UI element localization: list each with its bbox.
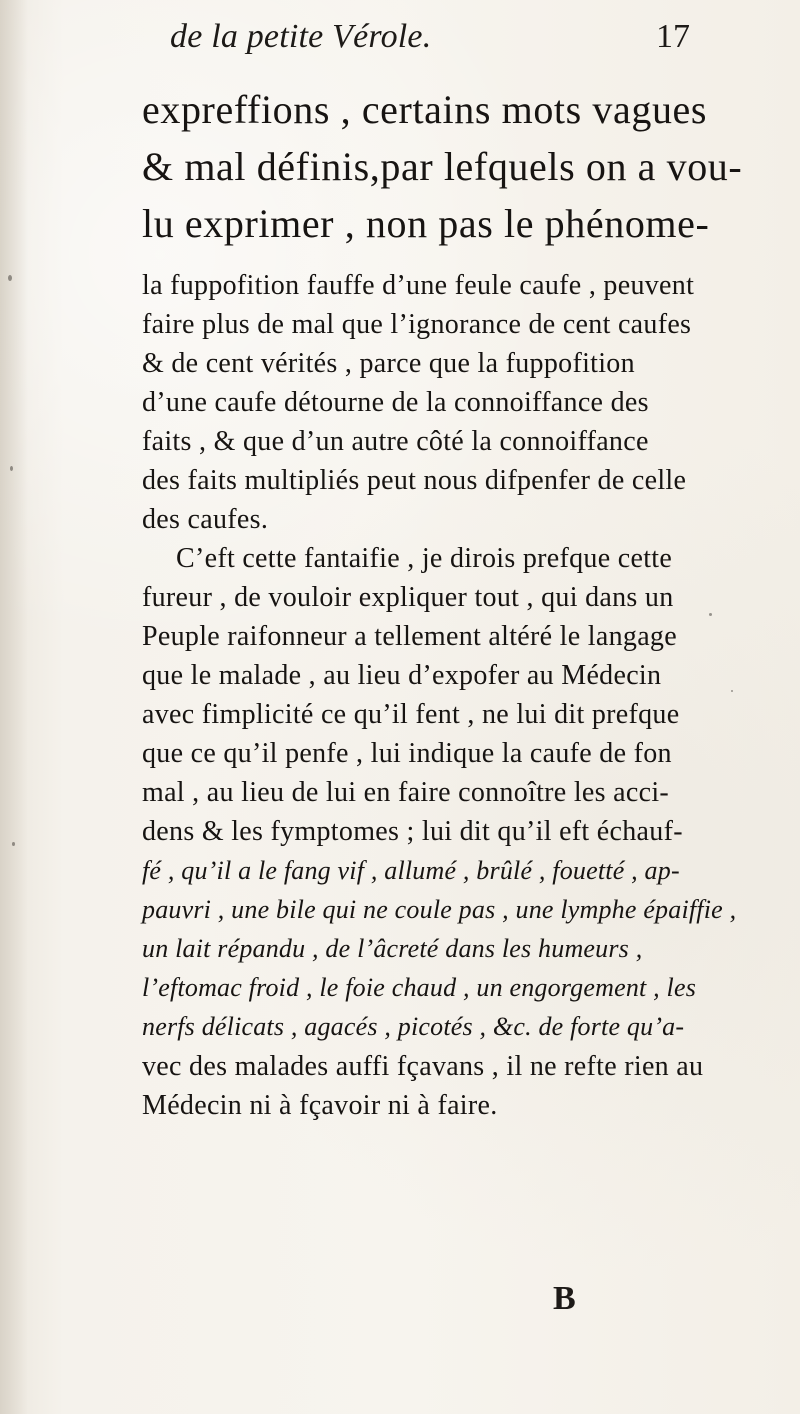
text-line-1: expreffions , certains mots vagues: [142, 87, 708, 132]
margin-speck: [8, 275, 12, 281]
ink-speck: [709, 613, 712, 616]
signature-mark: B: [553, 1280, 576, 1317]
running-title: de la petite Vérole.: [170, 18, 432, 55]
text-line-16: que ce qu’il penfe , lui indique la caufe de fon: [142, 738, 672, 769]
text-line-19: fé , qu’il a le fang vif , allumé , brûlé , fouetté , ap-: [142, 856, 680, 885]
text-line-25: Médecin ni à fçavoir ni à faire.: [142, 1090, 498, 1121]
margin-speck: [12, 842, 15, 846]
text-line-4: la fuppofition fauffe d’une feule caufe , peuvent: [142, 270, 695, 301]
text-line-5: faire plus de mal que l’ignorance de cent caufes: [142, 309, 692, 340]
text-line-20: pauvri , une bile qui ne coule pas , une lymphe épaiffie ,: [142, 895, 737, 924]
text-line-6: & de cent vérités , parce que la fuppofition: [142, 348, 635, 379]
text-line-24: vec des malades auffi fçavans , il ne refte rien au: [142, 1051, 704, 1082]
text-line-14: que le malade , au lieu d’expofer au Médecin: [142, 660, 662, 691]
text-line-21: un lait répandu , de l’âcreté dans les humeurs ,: [142, 934, 643, 963]
text-line-8: faits , & que d’un autre côté la connoiffance: [142, 426, 649, 457]
text-line-2: & mal définis,par lefquels on a vou-: [142, 144, 743, 189]
text-line-10: des caufes.: [142, 504, 269, 535]
text-line-3: lu exprimer , non pas le phénome-: [142, 201, 710, 246]
text-line-12: fureur , de vouloir expliquer tout , qui dans un: [142, 582, 674, 613]
text-line-17: mal , au lieu de lui en faire connoître les acci-: [142, 777, 670, 808]
page-number: 17: [656, 18, 690, 55]
text-line-23: nerfs délicats , agacés , picotés , &c. de forte qu’a-: [142, 1012, 685, 1041]
text-line-9: des faits multipliés peut nous difpenfer de celle: [142, 465, 687, 496]
text-line-15: avec fimplicité ce qu’il fent , ne lui dit prefque: [142, 699, 680, 730]
ink-speck: [731, 690, 733, 692]
text-line-7: d’une caufe détourne de la connoiffance des: [142, 387, 649, 418]
margin-speck: [10, 466, 13, 471]
text-line-13: Peuple raifonneur a tellement altéré le langage: [142, 621, 677, 652]
text-line-11: C’eft cette fantaifie , je dirois prefque cette: [176, 543, 673, 574]
text-line-22: l’eftomac froid , le foie chaud , un engorgement , les: [142, 973, 697, 1002]
text-line-18: dens & les fymptomes ; lui dit qu’il eft échauf-: [142, 816, 683, 847]
